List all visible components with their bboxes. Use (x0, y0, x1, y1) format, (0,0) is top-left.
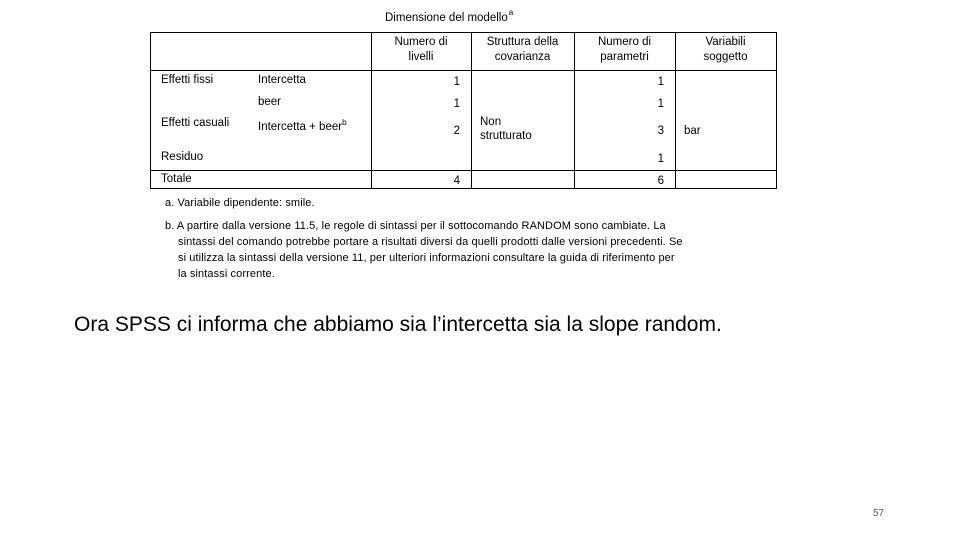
row-label-residual: Residuo (161, 151, 204, 163)
header-covariance: Struttura della covarianza (486, 36, 559, 63)
random-effect-footnote-marker: b (342, 118, 347, 127)
row-label-intercept: Intercetta (258, 74, 306, 86)
footnote-b-line4: la sintassi corrente. (178, 268, 275, 280)
cell-intercept-params: 1 (657, 76, 664, 88)
footnote-b-line1: b. A partire dalla versione 11.5, le regole di sintassi per il sottocomando RANDOM sono cambiate. La (165, 220, 666, 232)
header-params: Numero di parametri (597, 36, 652, 63)
table-total-divider (151, 170, 776, 171)
row-label-random-effect-term: Intercetta + beer$^b$ (258, 118, 347, 133)
header-subject: Variabili soggetto (703, 36, 748, 63)
cell-random-levels: 2 (453, 125, 460, 137)
header-levels: Numero di livelli (394, 36, 448, 63)
cell-random-params: 3 (657, 125, 664, 137)
table-header-divider (151, 70, 776, 71)
footnote-a: a. Variabile dipendente: smile. (165, 197, 315, 209)
model-dimension-table (150, 32, 777, 189)
cell-beer-params: 1 (657, 98, 664, 110)
row-label-fixed-effects: Effetti fissi (161, 74, 214, 86)
row-label-beer: beer (258, 96, 282, 108)
footnote-b-line2: sintassi del comando potrebbe portare a risultati diversi da quelli prodotti dalle versioni precedenti. Se (178, 236, 683, 248)
row-label-random-effects: Effetti casuali (161, 117, 230, 129)
cell-beer-levels: 1 (453, 98, 460, 110)
cell-residual-params: 1 (657, 153, 664, 165)
cell-random-covariance: Non strutturato (480, 116, 532, 142)
cell-random-subject: bar (684, 125, 701, 137)
cell-total-params: 6 (657, 175, 664, 187)
cell-intercept-levels: 1 (453, 76, 460, 88)
footnote-b-line3: si utilizza la sintassi della versione 11, per ulteriori informazioni consultare la guida di riferimento per (178, 252, 675, 264)
table-title-footnote-marker: a (508, 8, 514, 17)
cell-total-levels: 4 (453, 175, 460, 187)
row-label-total: Totale (161, 173, 192, 185)
slide-body-text: Ora SPSS ci informa che abbiamo sia l’intercetta sia la slope random. (74, 313, 722, 336)
table-title: Dimensione del modello$^a$ (385, 8, 514, 24)
page-number: 57 (873, 508, 885, 519)
